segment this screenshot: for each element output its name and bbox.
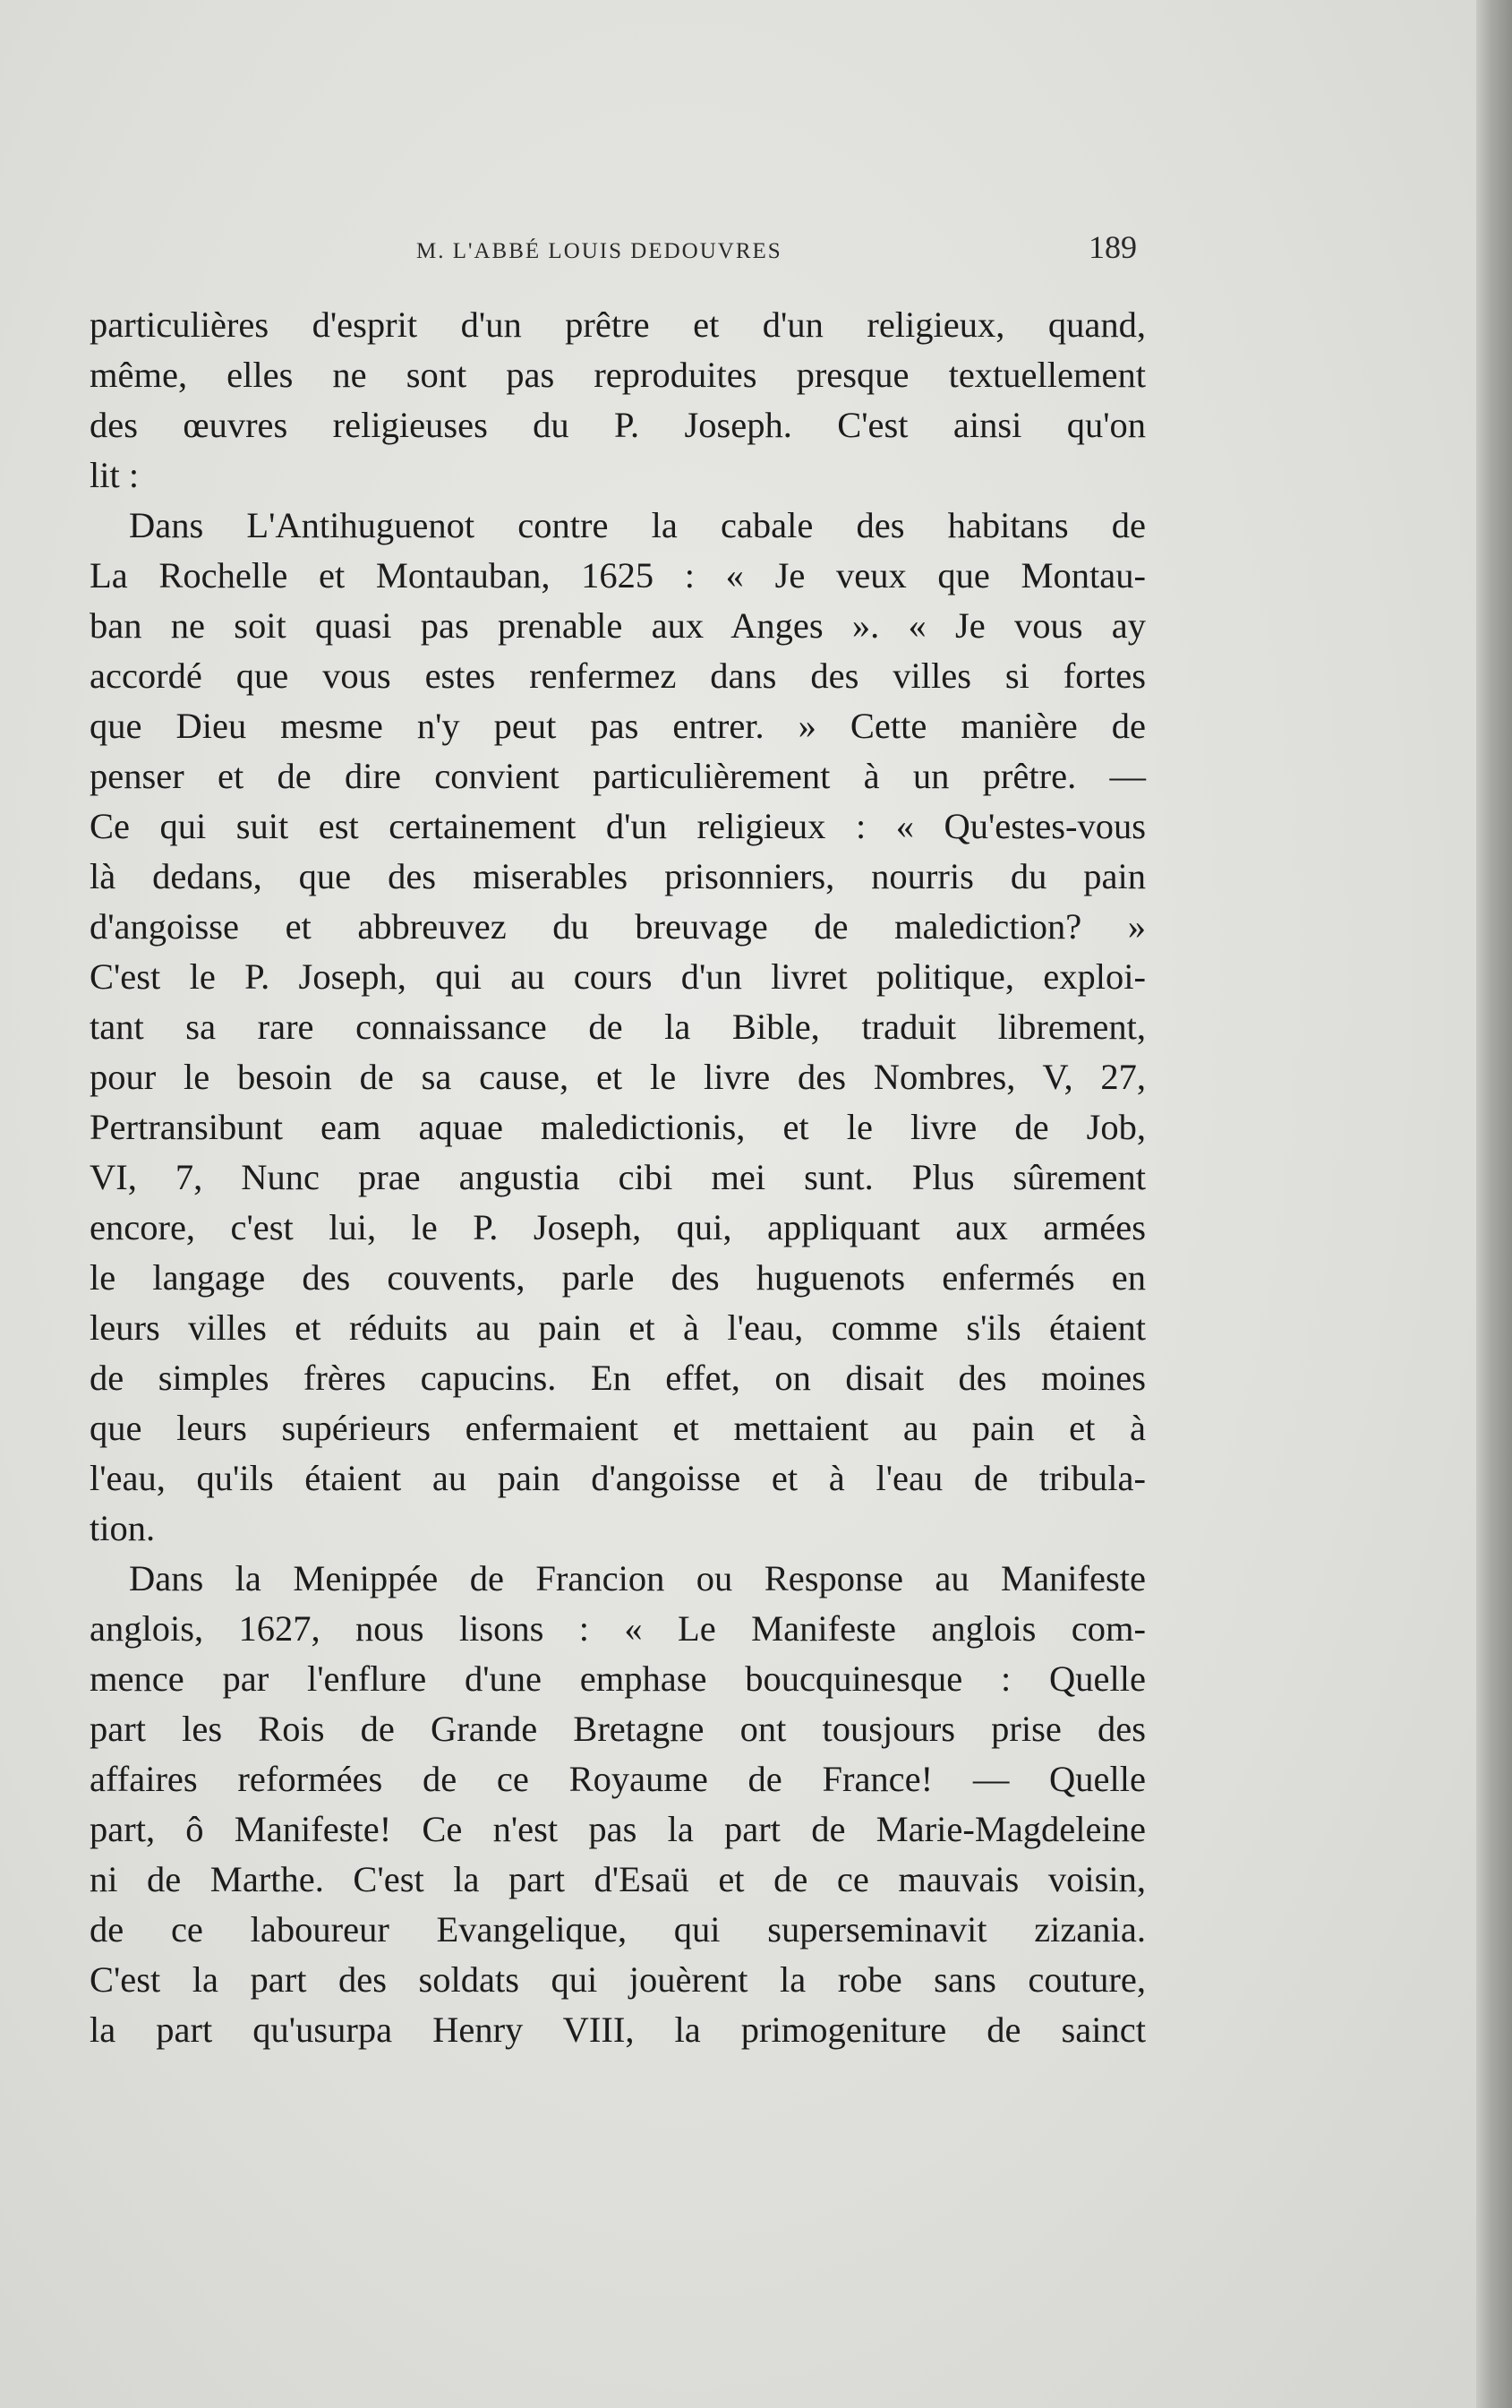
text-line: anglois, 1627, nous lisons : « Le Manifeste anglois com- — [90, 1608, 1146, 1649]
text-line: que Dieu mesme n'y peut pas entrer. » Cette manière de — [90, 706, 1146, 746]
text-line: mence par l'enflure d'une emphase boucquinesque : Quelle — [90, 1658, 1146, 1699]
text-line: ban ne soit quasi pas prenable aux Anges ». « Je vous ay — [90, 605, 1146, 646]
text-line: VI, 7, Nunc prae angustia cibi mei sunt. Plus sûrement — [90, 1157, 1146, 1197]
text-line: particulières d'esprit d'un prêtre et d'un religieux, quand, — [90, 304, 1146, 345]
text-line: leurs villes et réduits au pain et à l'eau, comme s'ils étaient — [90, 1307, 1146, 1348]
text-line: d'angoisse et abbreuvez du breuvage de malediction? » — [90, 906, 1146, 947]
text-line: l'eau, qu'ils étaient au pain d'angoisse et à l'eau de tribula- — [90, 1458, 1146, 1498]
text-line: part les Rois de Grande Bretagne ont tousjours prise des — [90, 1709, 1146, 1749]
text-line: accordé que vous estes renfermez dans des villes si fortes — [90, 656, 1146, 696]
text-line: encore, c'est lui, le P. Joseph, qui, appliquant aux armées — [90, 1207, 1146, 1247]
text-line: que leurs supérieurs enfermaient et mettaient au pain et à — [90, 1408, 1146, 1448]
text-line: le langage des couvents, parle des huguenots enfermés en — [90, 1257, 1146, 1298]
text-line: là dedans, que des miserables prisonniers, nourris du pain — [90, 856, 1146, 896]
text-line: part, ô Manifeste! Ce n'est pas la part de Marie-Magdeleine — [90, 1809, 1146, 1849]
text-line: Dans la Menippée de Francion ou Response au Manifeste — [129, 1558, 1146, 1598]
body-text — [90, 300, 1146, 2055]
text-line: Dans L'Antihuguenot contre la cabale des habitans de — [129, 505, 1146, 545]
text-line: même, elles ne sont pas reproduites presque textuellement — [90, 355, 1146, 395]
text-line: C'est le P. Joseph, qui au cours d'un livret politique, exploi- — [90, 956, 1146, 997]
text-line: lit : — [90, 455, 140, 495]
page-header — [90, 228, 1137, 273]
text-line: penser et de dire convient particulièrement à un prêtre. — — [90, 756, 1146, 796]
running-head: M. L'ABBÉ LOUIS DEDOUVRES — [416, 239, 782, 263]
page-number: 189 — [1089, 229, 1137, 265]
text-line: de simples frères capucins. En effet, on disait des moines — [90, 1358, 1146, 1398]
text-line: Ce qui suit est certainement d'un religieux : « Qu'estes-vous — [90, 806, 1146, 846]
page-edge — [1476, 0, 1512, 2408]
text-line: Pertransibunt eam aquae maledictionis, et le livre de Job, — [90, 1107, 1146, 1147]
text-line: ni de Marthe. C'est la part d'Esaü et de ce mauvais voisin, — [90, 1859, 1146, 1899]
text-line: pour le besoin de sa cause, et le livre des Nombres, V, 27, — [90, 1057, 1146, 1097]
text-line: des œuvres religieuses du P. Joseph. C'est ainsi qu'on — [90, 405, 1146, 445]
text-line: de ce laboureur Evangelique, qui superseminavit zizania. — [90, 1909, 1146, 1950]
text-line: tant sa rare connaissance de la Bible, traduit librement, — [90, 1007, 1146, 1047]
text-line: la part qu'usurpa Henry VIII, la primogeniture de sainct — [90, 2010, 1146, 2050]
text-line: C'est la part des soldats qui jouèrent la robe sans couture, — [90, 1959, 1146, 2000]
text-line: tion. — [90, 1508, 156, 1548]
text-line: La Rochelle et Montauban, 1625 : « Je veux que Montau- — [90, 555, 1146, 596]
text-line: affaires reformées de ce Royaume de France! — Quelle — [90, 1759, 1146, 1799]
